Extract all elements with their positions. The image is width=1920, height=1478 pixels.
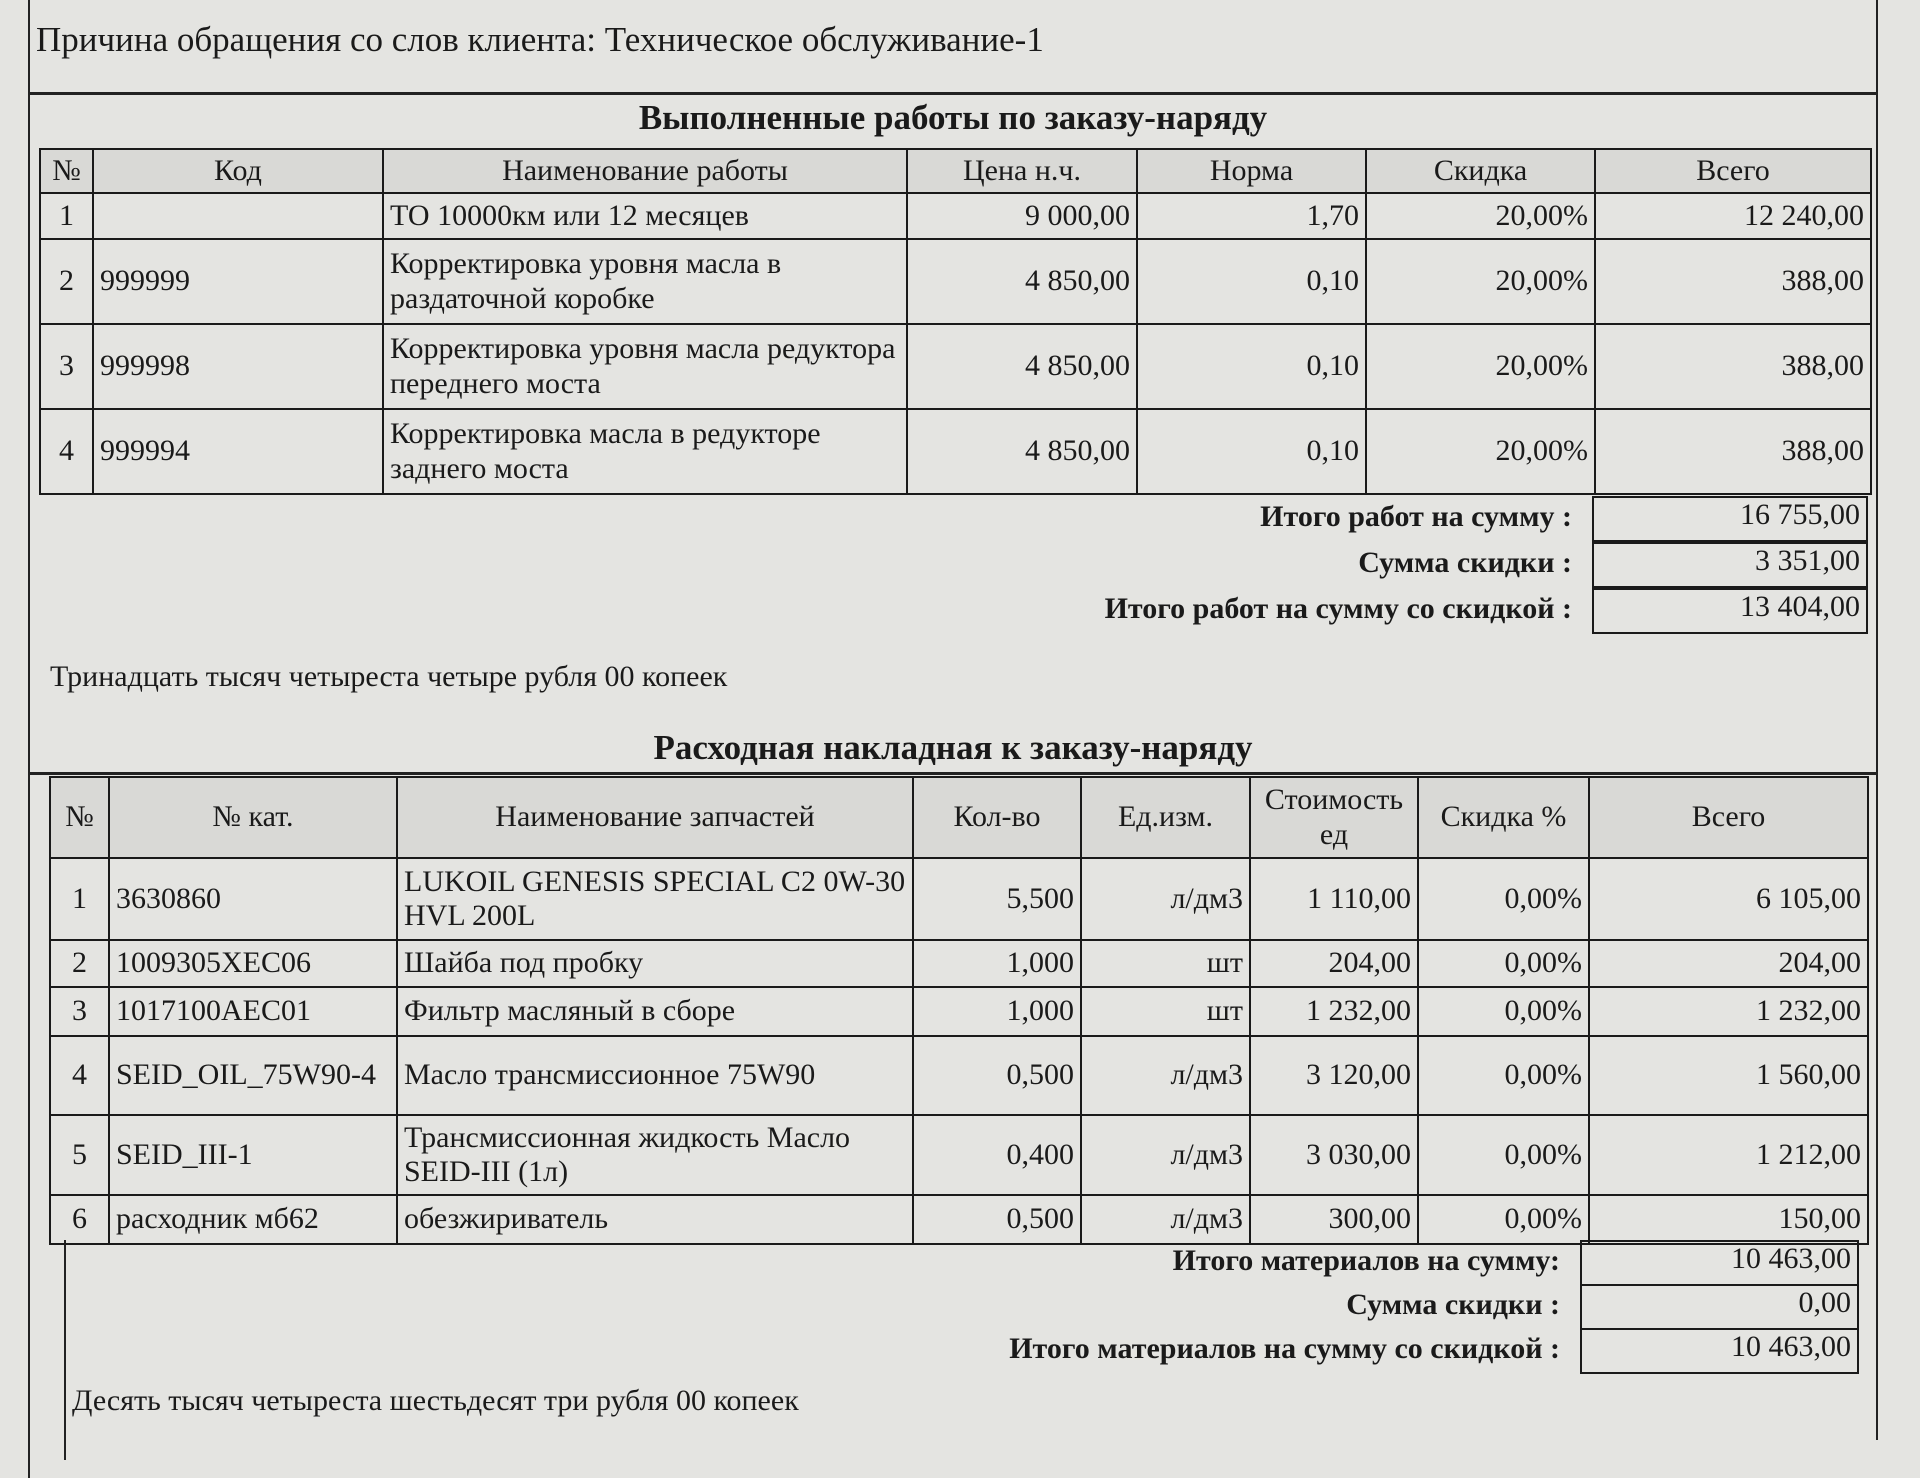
table-cell: л/дм3: [1081, 858, 1250, 940]
table-cell: 3: [50, 987, 109, 1036]
table-cell: 0,00%: [1418, 987, 1589, 1036]
table-cell: 0,00%: [1418, 858, 1589, 940]
table-cell: 300,00: [1250, 1195, 1418, 1244]
column-header: Стоимость ед: [1250, 777, 1418, 858]
column-header: Всего: [1589, 777, 1868, 858]
table-cell: 388,00: [1595, 324, 1871, 409]
table-cell: 999999: [93, 239, 383, 324]
table-cell: 1 212,00: [1589, 1115, 1868, 1195]
table-cell: Фильтр масляный в сборе: [397, 987, 913, 1036]
table-cell: 0,500: [913, 1036, 1081, 1115]
table-cell: 0,00%: [1418, 1195, 1589, 1244]
table-cell: 6 105,00: [1589, 858, 1868, 940]
table-cell: SEID_III-1: [109, 1115, 397, 1195]
table-cell: 0,400: [913, 1115, 1081, 1195]
table-cell: 4 850,00: [907, 324, 1137, 409]
table-cell: 3 030,00: [1250, 1115, 1418, 1195]
table-cell: SEID_OIL_75W90-4: [109, 1036, 397, 1115]
table-cell: 1 232,00: [1589, 987, 1868, 1036]
column-header: №: [40, 149, 93, 193]
table-row: [40, 409, 1871, 494]
table-cell: 4: [40, 409, 93, 494]
table-cell: 0,10: [1137, 324, 1366, 409]
table-cell: 1 560,00: [1589, 1036, 1868, 1115]
table-cell: 5,500: [913, 858, 1081, 940]
total-label: Сумма скидки :: [1346, 1288, 1560, 1321]
table-cell: Корректировка масла в редукторе заднего моста: [383, 409, 907, 494]
parts-table: [49, 776, 1869, 1245]
column-header: Наименование запчастей: [397, 777, 913, 858]
table-cell: 204,00: [1589, 940, 1868, 987]
column-header: Ед.изм.: [1081, 777, 1250, 858]
table-cell: 1: [40, 193, 93, 239]
table-cell: 0,10: [1137, 239, 1366, 324]
table-cell: 20,00%: [1366, 193, 1595, 239]
table-cell: 1: [50, 858, 109, 940]
table-row: [50, 1036, 1868, 1115]
column-header: Кол-во: [913, 777, 1081, 858]
table-cell: 9 000,00: [907, 193, 1137, 239]
parts-heading: Расходная накладная к заказу-наряду: [653, 728, 1253, 767]
frame-left: [28, 0, 30, 1478]
table-cell: 388,00: [1595, 239, 1871, 324]
table-cell: Корректировка уровня масла в раздаточной коробке: [383, 239, 907, 324]
column-header: №: [50, 777, 109, 858]
table-cell: 999994: [93, 409, 383, 494]
total-label: Сумма скидки :: [1358, 546, 1572, 579]
table-cell: расходник мб62: [109, 1195, 397, 1244]
frame-left-lower: [64, 1240, 66, 1460]
total-label: Итого работ на сумму со скидкой :: [1104, 592, 1572, 625]
total-value: 10 463,00: [1580, 1328, 1859, 1374]
table-cell: Шайба под пробку: [397, 940, 913, 987]
table-cell: LUKOIL GENESIS SPECIAL C2 0W-30 HVL 200L: [397, 858, 913, 940]
table-cell: 1009305XEC06: [109, 940, 397, 987]
table-cell: Трансмиссионная жидкость Масло SEID-III (1л): [397, 1115, 913, 1195]
column-header: Код: [93, 149, 383, 193]
total-label: Итого материалов на сумму:: [1172, 1244, 1560, 1277]
table-row: [50, 940, 1868, 987]
table-row: [40, 239, 1871, 324]
divider: [28, 772, 1878, 775]
table-cell: 204,00: [1250, 940, 1418, 987]
table-cell: 4 850,00: [907, 409, 1137, 494]
table-cell: 1,000: [913, 987, 1081, 1036]
column-header: Всего: [1595, 149, 1871, 193]
table-cell: 20,00%: [1366, 239, 1595, 324]
total-value: 3 351,00: [1592, 542, 1868, 588]
table-cell: 0,10: [1137, 409, 1366, 494]
table-cell: 0,00%: [1418, 940, 1589, 987]
works-total-in-words: Тринадцать тысяч четыреста четыре рубля 00 копеек: [50, 660, 728, 693]
total-value: 16 755,00: [1592, 496, 1868, 542]
table-cell: 0,500: [913, 1195, 1081, 1244]
total-value: 13 404,00: [1592, 588, 1868, 634]
table-cell: 1,000: [913, 940, 1081, 987]
table-cell: 3 120,00: [1250, 1036, 1418, 1115]
table-cell: 1 110,00: [1250, 858, 1418, 940]
table-cell: 20,00%: [1366, 324, 1595, 409]
table-cell: 5: [50, 1115, 109, 1195]
table-cell: л/дм3: [1081, 1195, 1250, 1244]
column-header: Наименование работы: [383, 149, 907, 193]
table-cell: ТО 10000км или 12 месяцев: [383, 193, 907, 239]
table-row: [50, 858, 1868, 940]
table-cell: 150,00: [1589, 1195, 1868, 1244]
table-cell: шт: [1081, 940, 1250, 987]
works-heading: Выполненные работы по заказу-наряду: [638, 98, 1268, 137]
column-header: Скидка: [1366, 149, 1595, 193]
table-cell: 999998: [93, 324, 383, 409]
table-cell: 388,00: [1595, 409, 1871, 494]
table-cell: 12 240,00: [1595, 193, 1871, 239]
parts-header-row: [50, 777, 1868, 858]
table-cell: 4: [50, 1036, 109, 1115]
table-cell: л/дм3: [1081, 1036, 1250, 1115]
table-cell: 2: [40, 239, 93, 324]
parts-total-in-words: Десять тысяч четыреста шестьдесят три рубля 00 копеек: [72, 1384, 799, 1417]
column-header: № кат.: [109, 777, 397, 858]
table-cell: шт: [1081, 987, 1250, 1036]
table-cell: [93, 193, 383, 239]
table-cell: 1017100AEC01: [109, 987, 397, 1036]
table-cell: 20,00%: [1366, 409, 1595, 494]
table-cell: 4 850,00: [907, 239, 1137, 324]
table-cell: Корректировка уровня масла редуктора переднего моста: [383, 324, 907, 409]
column-header: Цена н.ч.: [907, 149, 1137, 193]
table-cell: 0,00%: [1418, 1115, 1589, 1195]
total-label: Итого работ на сумму :: [1260, 500, 1572, 533]
column-header: Скидка %: [1418, 777, 1589, 858]
table-row: [40, 193, 1871, 239]
table-row: [50, 987, 1868, 1036]
total-value: 0,00: [1580, 1284, 1859, 1330]
frame-right: [1876, 0, 1878, 1440]
visit-reason: Причина обращения со слов клиента: Техническое обслуживание-1: [36, 20, 1044, 59]
column-header: Норма: [1137, 149, 1366, 193]
works-header-row: [40, 149, 1871, 193]
total-value: 10 463,00: [1580, 1240, 1859, 1286]
table-cell: 6: [50, 1195, 109, 1244]
table-cell: 1 232,00: [1250, 987, 1418, 1036]
table-row: [50, 1115, 1868, 1195]
table-cell: обезжириватель: [397, 1195, 913, 1244]
divider: [28, 92, 1878, 95]
table-row: [50, 1195, 1868, 1244]
table-cell: 0,00%: [1418, 1036, 1589, 1115]
table-cell: л/дм3: [1081, 1115, 1250, 1195]
table-cell: 3: [40, 324, 93, 409]
table-cell: 2: [50, 940, 109, 987]
table-cell: 3630860: [109, 858, 397, 940]
works-table: [39, 148, 1872, 495]
table-cell: Масло трансмиссионное 75W90: [397, 1036, 913, 1115]
table-cell: 1,70: [1137, 193, 1366, 239]
total-label: Итого материалов на сумму со скидкой :: [1009, 1332, 1560, 1365]
table-row: [40, 324, 1871, 409]
